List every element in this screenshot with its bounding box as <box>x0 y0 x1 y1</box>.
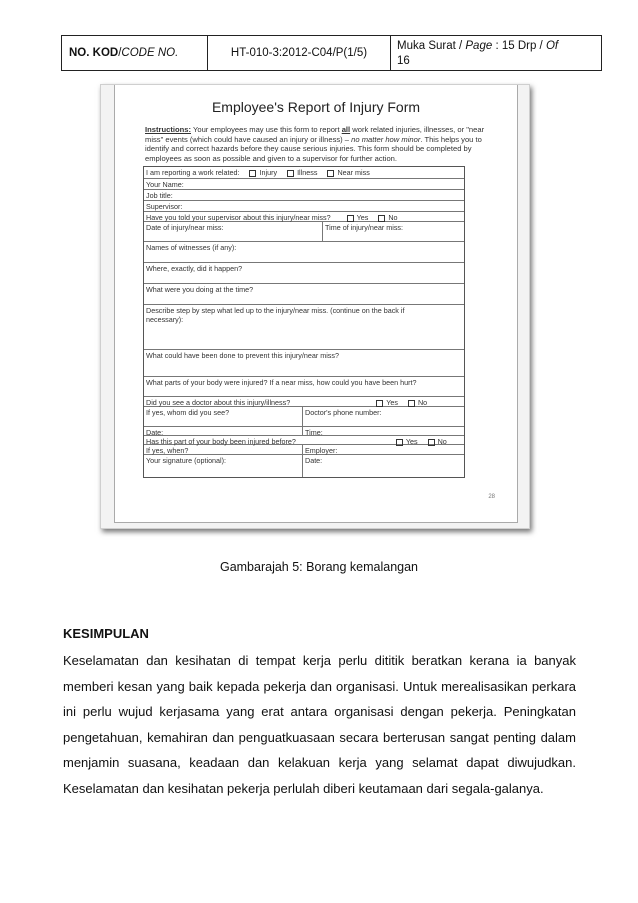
job-title-label: Job title: <box>146 191 173 200</box>
section-heading: KESIMPULAN <box>63 626 149 641</box>
instructions-text-a: Your employees may use this form to report <box>191 125 342 134</box>
checkbox-icon <box>408 400 415 407</box>
form-row-body-parts <box>144 377 464 397</box>
form-row-doing <box>144 284 464 305</box>
doctor-phone-label: Doctor's phone number: <box>302 407 381 426</box>
option-before-yes-label: Yes <box>405 437 418 446</box>
visit-time-label: Time: <box>302 427 323 435</box>
form-row-reporting <box>144 167 464 179</box>
reporting-label: I am reporting a work related: <box>146 168 240 177</box>
checkbox-icon <box>347 215 354 222</box>
code-label-italic: CODE NO. <box>121 47 179 59</box>
code-label-separator: / <box>118 47 122 59</box>
page-label-c: : 15 Drp / <box>492 40 546 52</box>
section-paragraph <box>63 648 576 802</box>
form-title: Employee's Report of Injury Form <box>211 99 421 115</box>
form-row-witnesses <box>144 242 464 263</box>
page-label-a: Muka Surat / <box>397 40 466 52</box>
doing-label: What were you doing at the time? <box>146 285 254 294</box>
instructions-italic: no matter how minor <box>351 134 421 144</box>
option-doctor-no-label: No <box>417 398 428 407</box>
time-injury-label: Time of injury/near miss: <box>322 222 403 241</box>
injury-form-figure <box>100 84 530 529</box>
option-no <box>378 212 397 222</box>
option-near-miss-label: Near miss <box>337 168 370 177</box>
describe-label: Describe step by step what led up to the injury/near miss. (continue on the back if <box>146 306 405 315</box>
option-illness <box>287 167 317 177</box>
option-near-miss <box>327 167 369 177</box>
witnesses-label: Names of witnesses (if any): <box>146 243 237 252</box>
describe-label-2: necessary): <box>146 315 184 324</box>
paragraph-line: menjamin suasana, keadaan dan kelakuan kerja yang selamat dapat diwujudkan. <box>63 755 576 771</box>
code-label-cell <box>62 36 208 70</box>
page-label-b: Page <box>465 40 493 52</box>
code-value-cell <box>208 36 391 70</box>
instructions-all: all <box>341 125 351 134</box>
form-row-name <box>144 179 464 190</box>
form-table <box>143 166 465 478</box>
told-supervisor-label: Have you told your supervisor about this injury/near miss? <box>146 213 331 222</box>
page-info-cell <box>391 36 601 70</box>
whom-label: If yes, whom did you see? <box>146 408 230 417</box>
paragraph-line: Keselamatan dan kesihatan di tempat kerja perlu dititik beratkan kerana ia banyak <box>63 653 576 668</box>
form-row-whom <box>144 407 464 427</box>
checkbox-icon <box>378 215 385 222</box>
option-doctor-yes-label: Yes <box>386 398 398 407</box>
option-injury <box>249 167 277 177</box>
injured-before-label: Has this part of your body been injured before? <box>146 437 296 446</box>
paragraph-line: Keselamatan dan kesihatan pekerja perlulah diberi keutamaan dari segala-galanya. <box>63 780 544 796</box>
doctor-label: Did you see a doctor about this injury/illness? <box>146 398 291 407</box>
your-name-label: Your Name: <box>146 180 184 189</box>
form-row-prevent <box>144 350 464 377</box>
signature-label: Your signature (optional): <box>146 456 227 465</box>
page-total: 16 <box>397 55 410 67</box>
document-header-table <box>61 35 602 71</box>
code-label-bold: NO. KOD <box>69 47 119 59</box>
injury-form-page <box>114 85 518 523</box>
paragraph-line: pengetahuan, kemahiran dan penguatkuasaan secara berterusan sangat penting dalam <box>63 729 576 745</box>
date-injury-label: Date of injury/near miss: <box>146 223 224 232</box>
form-row-job-title <box>144 190 464 201</box>
employer-label: Employer: <box>302 445 337 454</box>
option-doctor-no <box>408 397 427 407</box>
option-before-no-label: No <box>437 437 447 446</box>
checkbox-icon <box>249 170 256 177</box>
code-value: HT-010-3:2012-C04/P(1/5) <box>230 47 368 59</box>
form-row-where <box>144 263 464 284</box>
option-no-label: No <box>388 213 398 222</box>
paragraph-line: ini perlu wujud kerjasama yang erat antara organisasi dengan pekerja. Peningkatan <box>63 704 576 720</box>
option-illness-label: Illness <box>297 168 318 177</box>
checkbox-icon <box>327 170 334 177</box>
instructions-text-b: work related injuries, illnesses, or "near miss" events (which could have caused an injury or illness) – <box>145 125 485 144</box>
signature-date-label: Date: <box>302 455 322 477</box>
visit-date-label: Date: <box>146 428 164 437</box>
checkbox-icon <box>287 170 294 177</box>
form-instructions <box>145 125 495 163</box>
supervisor-label: Supervisor: <box>146 202 183 211</box>
form-row-signature <box>144 455 464 477</box>
page-label-d: Of <box>545 40 559 52</box>
body-parts-label: What parts of your body were injured? If a near miss, how could you have been hurt? <box>146 378 417 387</box>
prevent-label: What could have been done to prevent this injury/near miss? <box>146 351 339 360</box>
form-row-told-supervisor <box>144 212 464 222</box>
option-doctor-yes <box>376 397 398 407</box>
form-row-injured-before <box>144 436 464 445</box>
instructions-text-c: . This helps you to identify and correct hazards before they cause serious injuries. This form should be completed by employees as soon as possible and given to a supervisor for further action. <box>145 134 482 163</box>
form-row-supervisor <box>144 201 464 212</box>
form-page-number: 28 <box>488 494 495 500</box>
form-row-describe <box>144 305 464 350</box>
form-row-when <box>144 445 464 455</box>
form-row-doctor <box>144 397 464 407</box>
checkbox-icon <box>376 400 383 407</box>
instructions-label: Instructions: <box>145 125 191 134</box>
paragraph-line: memberi kesan yang baik kepada pekerja dan organisasi. Untuk merealisasikan perkara <box>63 678 576 694</box>
if-yes-when-label: If yes, when? <box>146 446 189 455</box>
figure-caption: Gambarajah 5: Borang kemalangan <box>219 560 419 574</box>
option-yes <box>347 212 369 222</box>
form-row-date-visit <box>144 427 464 436</box>
form-row-date-time <box>144 222 464 242</box>
option-injury-label: Injury <box>259 168 278 177</box>
option-yes-label: Yes <box>356 213 369 222</box>
where-label: Where, exactly, did it happen? <box>146 264 243 273</box>
